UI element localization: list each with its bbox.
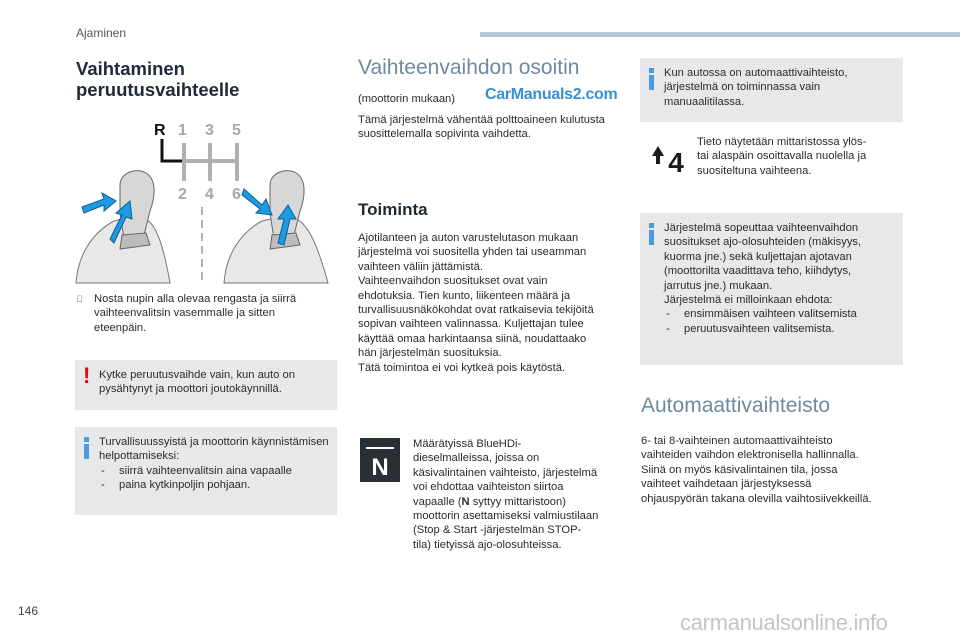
text-line: 6- tai 8-vaihteinen automaattivaihteisto (641, 435, 833, 447)
warning-icon: ! (83, 363, 91, 388)
text-line: tai alaspäin osoittavalla nuolella ja (697, 150, 867, 163)
text-line: järjestelmä voi suositella yhden tai useamman (358, 246, 587, 259)
gear-up-arrow-icon (648, 142, 684, 176)
text-line: vaihteen väliin jättämistä. (358, 260, 483, 273)
text-line-neutral (413, 495, 628, 509)
gear-label-6: 6 (232, 186, 241, 203)
text-line: Ajotilanteen ja auton varustelutason mukaan (358, 232, 579, 244)
text-line: voi ehdottaa vaihteiston siirtoa (413, 481, 564, 494)
info-safety-intro: Turvallisuussyistä ja moottorin käynnistämisen helpottamiseksi: (99, 436, 329, 463)
section-title-function: Toiminta (358, 200, 428, 219)
text-line: sopivan vaihteen valinnassa. Kuljettajan tulee (358, 318, 584, 331)
bullet-symbol (76, 292, 83, 306)
text-line: Tätä toimintoa ei voi kytkeä pois käytöstä. (358, 361, 566, 374)
automatic-text (641, 434, 906, 506)
text-line: Järjestelmä sopeuttaa vaihteenvaihdon (664, 222, 859, 234)
neutral-letter: N (371, 454, 389, 481)
warning-box (75, 360, 337, 410)
warning-text: Kytke peruutusvaihde vain, kun auto on pysähtynyt ja moottori joutokäynnillä. (99, 369, 295, 396)
header-bar (480, 32, 960, 37)
title-line-1: Vaihtaminen (76, 58, 185, 79)
indicator-text (697, 135, 907, 178)
gear-label-4: 4 (205, 186, 214, 203)
section-title-automatic: Automaattivaihteisto (641, 394, 831, 417)
list-item: - siirrä vaihteenvalitsin aina vapaalle (99, 464, 329, 478)
text-line: suositeltuna vaihteena. (697, 164, 812, 177)
info-text-safety (99, 435, 329, 493)
list-item: - paina kytkinpoljin pohjaan. (99, 478, 329, 492)
gear-label-3: 3 (205, 122, 214, 139)
intro-text: Tämä järjestelmä vähentää polttoaineen kulutusta suosittelemalla sopivinta vaihdetta. (358, 114, 605, 141)
info-text-automatic (664, 66, 894, 109)
text-line: käyttää omaa harkintaansa siinä, noudattaako (358, 332, 587, 345)
gear-knob-left (76, 171, 170, 283)
shift-pattern (154, 122, 241, 203)
text-span: syttyy mittaristoon) (469, 495, 566, 508)
gear-label-2: 2 (178, 186, 187, 203)
text-line: (moottorilta vaadittava teho, kiihdytys, (664, 265, 852, 278)
text-line: kuorma jne.) sekä kuljettajan ajotavan (664, 250, 852, 263)
text-line: manuaalitilassa. (664, 95, 745, 108)
text-line: ohjauspyörän takana olevilla vaihtosiivekkeillä. (641, 492, 872, 505)
gear-label-5: 5 (232, 122, 241, 139)
info-box-adaptive (640, 213, 903, 365)
list-item: - ensimmäisen vaihteen valitsemista (664, 307, 898, 321)
bluehdi-text (413, 437, 628, 552)
function-text (358, 231, 628, 375)
neutral-letter-inline: N (461, 495, 470, 508)
text-line: järjestelmä on toiminnassa vain (664, 81, 821, 94)
text-span: vapaalle ( (413, 495, 462, 508)
text-line: moottorin asettamiseksi valmiustilaan (413, 510, 599, 523)
text-line: turvallisuusnäkökohdat ovat ratkaisevia tekijöitä (358, 304, 594, 317)
watermark-logo: CarManuals2.com (485, 86, 618, 103)
text-line: tila) tietyissä ajo-olosuhteissa. (413, 538, 562, 551)
text-line: Määrätyissä BlueHDi- (413, 438, 522, 450)
text-line: Järjestelmä ei milloinkaan ehdota: (664, 294, 833, 307)
section-title-indicator: Vaihteenvaihdon osoitin (358, 56, 580, 79)
text-line: käsivalintainen vaihteisto, järjestelmä (413, 466, 598, 479)
info-adaptive-list (664, 307, 898, 336)
info-safety-list (99, 464, 329, 493)
text-line: vaihteet vaihdetaan järjestyksessä (641, 478, 812, 491)
text-line: jarrutus jne.) mukaan. (664, 279, 773, 292)
engine-note: (moottorin mukaan) (358, 93, 455, 105)
title-line-2: peruutusvaihteelle (76, 79, 240, 100)
gear-label-r: R (154, 122, 166, 139)
footer-site-logo: carmanualsonline.info (680, 610, 888, 635)
text-line: suositukset ajo-olosuhteiden (mäkisyys, (664, 236, 862, 249)
info-text-adaptive (664, 221, 898, 336)
text-line: Vaihteenvaihdon suositukset ovat vain (358, 275, 548, 288)
text-line: Siinä on myös käsivalintainen tila, jossa (641, 463, 838, 476)
text-line: hän järjestelmän suosituksia. (358, 347, 502, 360)
page-title (76, 58, 239, 100)
text-line: ehdotuksia. Tien kunto, liikenteen määrä ja (358, 289, 571, 302)
info-box-safety (75, 427, 337, 515)
text-line: Kun autossa on automaattivaihteisto, (664, 67, 848, 79)
text-line: dieselmalleissa, joissa on (413, 452, 540, 465)
gear-label-1: 1 (178, 122, 187, 139)
gear-shift-illustration (74, 115, 336, 285)
text-line: (Stop & Start -järjestelmän STOP- (413, 524, 582, 537)
text-line: Tieto näytetään mittaristossa ylös- (697, 136, 867, 148)
instruction-bullet (76, 292, 336, 335)
gear-digit: 4 (668, 147, 684, 176)
list-item: - peruutusvaihteen valitsemista. (664, 322, 898, 336)
text-line: vaihteiden vaihdon elektronisella hallinnalla. (641, 449, 859, 462)
instruction-text: Nosta nupin alla olevaa rengasta ja siirrä vaihteenvalitsin vasemmalle ja sitten eteenpäin. (94, 293, 297, 334)
page-number: 146 (18, 604, 39, 618)
neutral-indicator-icon (360, 438, 400, 482)
info-box-automatic (640, 58, 903, 122)
section-label: Ajaminen (76, 26, 127, 40)
